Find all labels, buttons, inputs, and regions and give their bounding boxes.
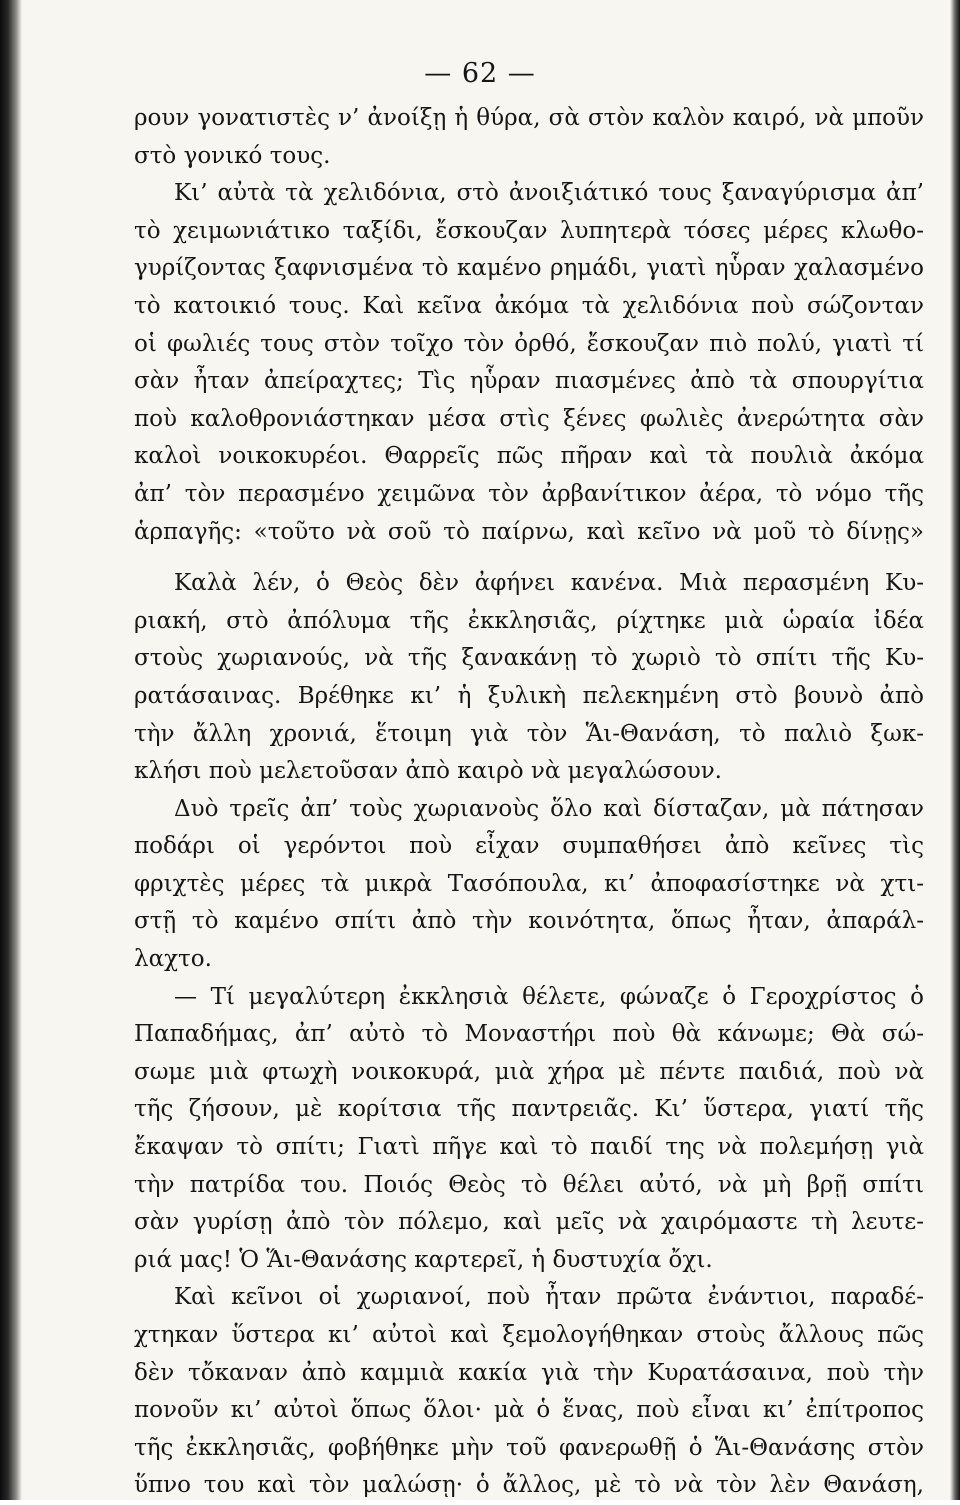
text-line: τὸ χειμωνιάτικο ταξίδι, ἔσκουζαν λυπητερὰ τόσες μέρες κλωθο-: [134, 217, 924, 244]
text-line: Καλὰ λέν, ὁ Θεὸς δὲν ἀφήνει κανένα. Μιὰ περασμένη Κυ-: [174, 570, 924, 597]
text-line: στὸ γονικό τους.: [134, 142, 331, 169]
text-line: Παπαδήμας, ἀπ’ αὐτὸ τὸ Μοναστήρι ποὺ θὰ κάνωμε; Θὰ σώ-: [134, 1021, 924, 1048]
text-line: δὲν τὄκαναν ἀπὸ καμμιὰ κακία γιὰ τὴν Κυρατάσαινα, ποὺ τὴν: [134, 1359, 924, 1386]
text-line: ριακή, στὸ ἀπόλυμα τῆς ἐκκλησιᾶς, ρίχτηκε μιὰ ὡραία ἰδέα: [134, 607, 924, 634]
text-line: γυρίζοντας ξαφνισμένα τὸ καμένο ρημάδι, γιατὶ ηὗραν χαλασμένο: [134, 255, 924, 282]
text-line: σὰν γυρίσῃ ἀπὸ τὸν πόλεμο, καὶ μεῖς νὰ χαιρόμαστε τὴ λευτε-: [134, 1209, 924, 1236]
text-line: σὰν ἦταν ἀπείραχτες; Τὶς ηὗραν πιασμένες ἀπὸ τὰ σπουργίτια: [134, 368, 924, 395]
text-line: καλοὶ νοικοκυρέοι. Θαρρεῖς πῶς πῆραν καὶ τὰ πουλιὰ ἀκόμα: [134, 443, 924, 470]
text-line: ὕπνο του καὶ τὸν μαλώσῃ· ὁ ἄλλος, μὲ τὸ νὰ τὸν λὲν Θανάση,: [134, 1472, 924, 1499]
text-line: — Τί μεγαλύτερη ἐκκλησιὰ θέλετε, φώναζε ὁ Γεροχρίστος ὁ: [174, 983, 924, 1010]
text-line: τῆς ζήσουν, μὲ κορίτσια τῆς παντρειᾶς. Κι’ ὕστερα, γιατί τῆς: [134, 1096, 924, 1123]
text-line: τὴν πατρίδα του. Ποιός Θεὸς τὸ θέλει αὐτό, νὰ μὴ βρῇ σπίτι: [134, 1171, 924, 1198]
text-line: ποὺ καλοθρονιάστηκαν μέσα στὶς ξένες φωλιὲς ἀνερώτητα σὰν: [134, 405, 924, 432]
page-number: — 62 —: [424, 58, 536, 89]
text-line: οἱ φωλιές τους στὸν τοῖχο τὸν ὀρθό, ἔσκουζαν πιὸ πολύ, γιατὶ τί: [134, 330, 924, 357]
text-line: Κι’ αὐτὰ τὰ χελιδόνια, στὸ ἀνοιξιάτικό τους ξαναγύρισμα ἀπ’: [174, 180, 924, 207]
text-line: τῆς ἐκκλησιᾶς, φοβήθηκε μὴν τοῦ φανερωθῇ ὁ Ἅι-Θανάσης στὸν: [134, 1434, 924, 1461]
text-line: τὸ κατοικιό τους. Καὶ κεῖνα ἀκόμα τὰ χελιδόνια ποὺ σώζονταν: [134, 292, 924, 319]
text-line: ρουν γονατιστὲς ν’ ἀνοίξῃ ἡ θύρα, σὰ στὸν καλὸν καιρό, νὰ μποῦν: [134, 105, 924, 131]
text-line: ἀπ’ τὸν περασμένο χειμῶνα τὸν ἀρβανίτικον ἀέρα, τὸ νόμο τῆς: [134, 480, 924, 507]
binding-shadow: [0, 0, 22, 1500]
text-line: σωμε μιὰ φτωχὴ νοικοκυρά, μιὰ χήρα μὲ πέντε παιδιά, ποὺ νὰ: [134, 1058, 924, 1085]
text-line: ποδάρι οἱ γερόντοι ποὺ εἶχαν συμπαθήσει ἀπὸ κεῖνες τὶς: [134, 833, 924, 860]
text-line: φριχτὲς μέρες τὰ μικρὰ Τασόπουλα, κι’ ἀποφασίστηκε νὰ χτι-: [134, 870, 924, 897]
text-line: ἔκαψαν τὸ σπίτι; Γιατὶ πῆγε καὶ τὸ παιδί της νὰ πολεμήσῃ γιὰ: [134, 1134, 924, 1161]
text-line: χτηκαν ὕστερα κι’ αὐτοὶ καὶ ξεμολογήθηκαν στοὺς ἄλλους πῶς: [134, 1322, 924, 1348]
text-line: τὴν ἄλλη χρονιά, ἕτοιμη γιὰ τὸν Ἅι-Θανάση, τὸ παλιὸ ξωκ-: [134, 720, 924, 747]
text-line: κλήσι ποὺ μελετοῦσαν ἀπὸ καιρὸ νὰ μεγαλώσουν.: [134, 758, 722, 785]
text-line: στῇ τὸ καμένο σπίτι ἀπὸ τὴν κοινότητα, ὅπως ἦταν, ἀπαράλ-: [134, 908, 924, 935]
text-line: λαχτο.: [134, 946, 212, 973]
text-line: στοὺς χωριανούς, νὰ τῆς ξανακάνῃ τὸ χωριὸ τὸ σπίτι τῆς Κυ-: [134, 645, 924, 672]
text-line: Δυὸ τρεῖς ἀπ’ τοὺς χωριανοὺς ὅλο καὶ δίσταζαν, μὰ πάτησαν: [174, 795, 924, 822]
body-text: [134, 100, 924, 1505]
text-line: ριά μας! Ὁ Ἅι-Θανάσης καρτερεῖ, ἡ δυστυχία ὄχι.: [134, 1246, 713, 1273]
text-line: ἁρπαγῆς: «τοῦτο νὰ σοῦ τὸ παίρνω, καὶ κεῖνο νὰ μοῦ τὸ δίνῃς»: [134, 518, 924, 545]
paragraph-gap: [134, 551, 924, 565]
page-edge-shadow: [950, 0, 960, 1500]
text-line: πονοῦν κι’ αὐτοὶ ὅπως ὅλοι· μὰ ὁ ἕνας, ποὺ εἶναι κι’ ἐπίτροπος: [134, 1397, 924, 1424]
text-line: Καὶ κεῖνοι οἱ χωριανοί, ποὺ ἦταν πρῶτα ἐνάντιοι, παραδέ-: [174, 1284, 924, 1311]
text-line: ρατάσαινας. Βρέθηκε κι’ ἡ ξυλικὴ πελεκημένη στὸ βουνὸ ἀπὸ: [134, 682, 924, 709]
